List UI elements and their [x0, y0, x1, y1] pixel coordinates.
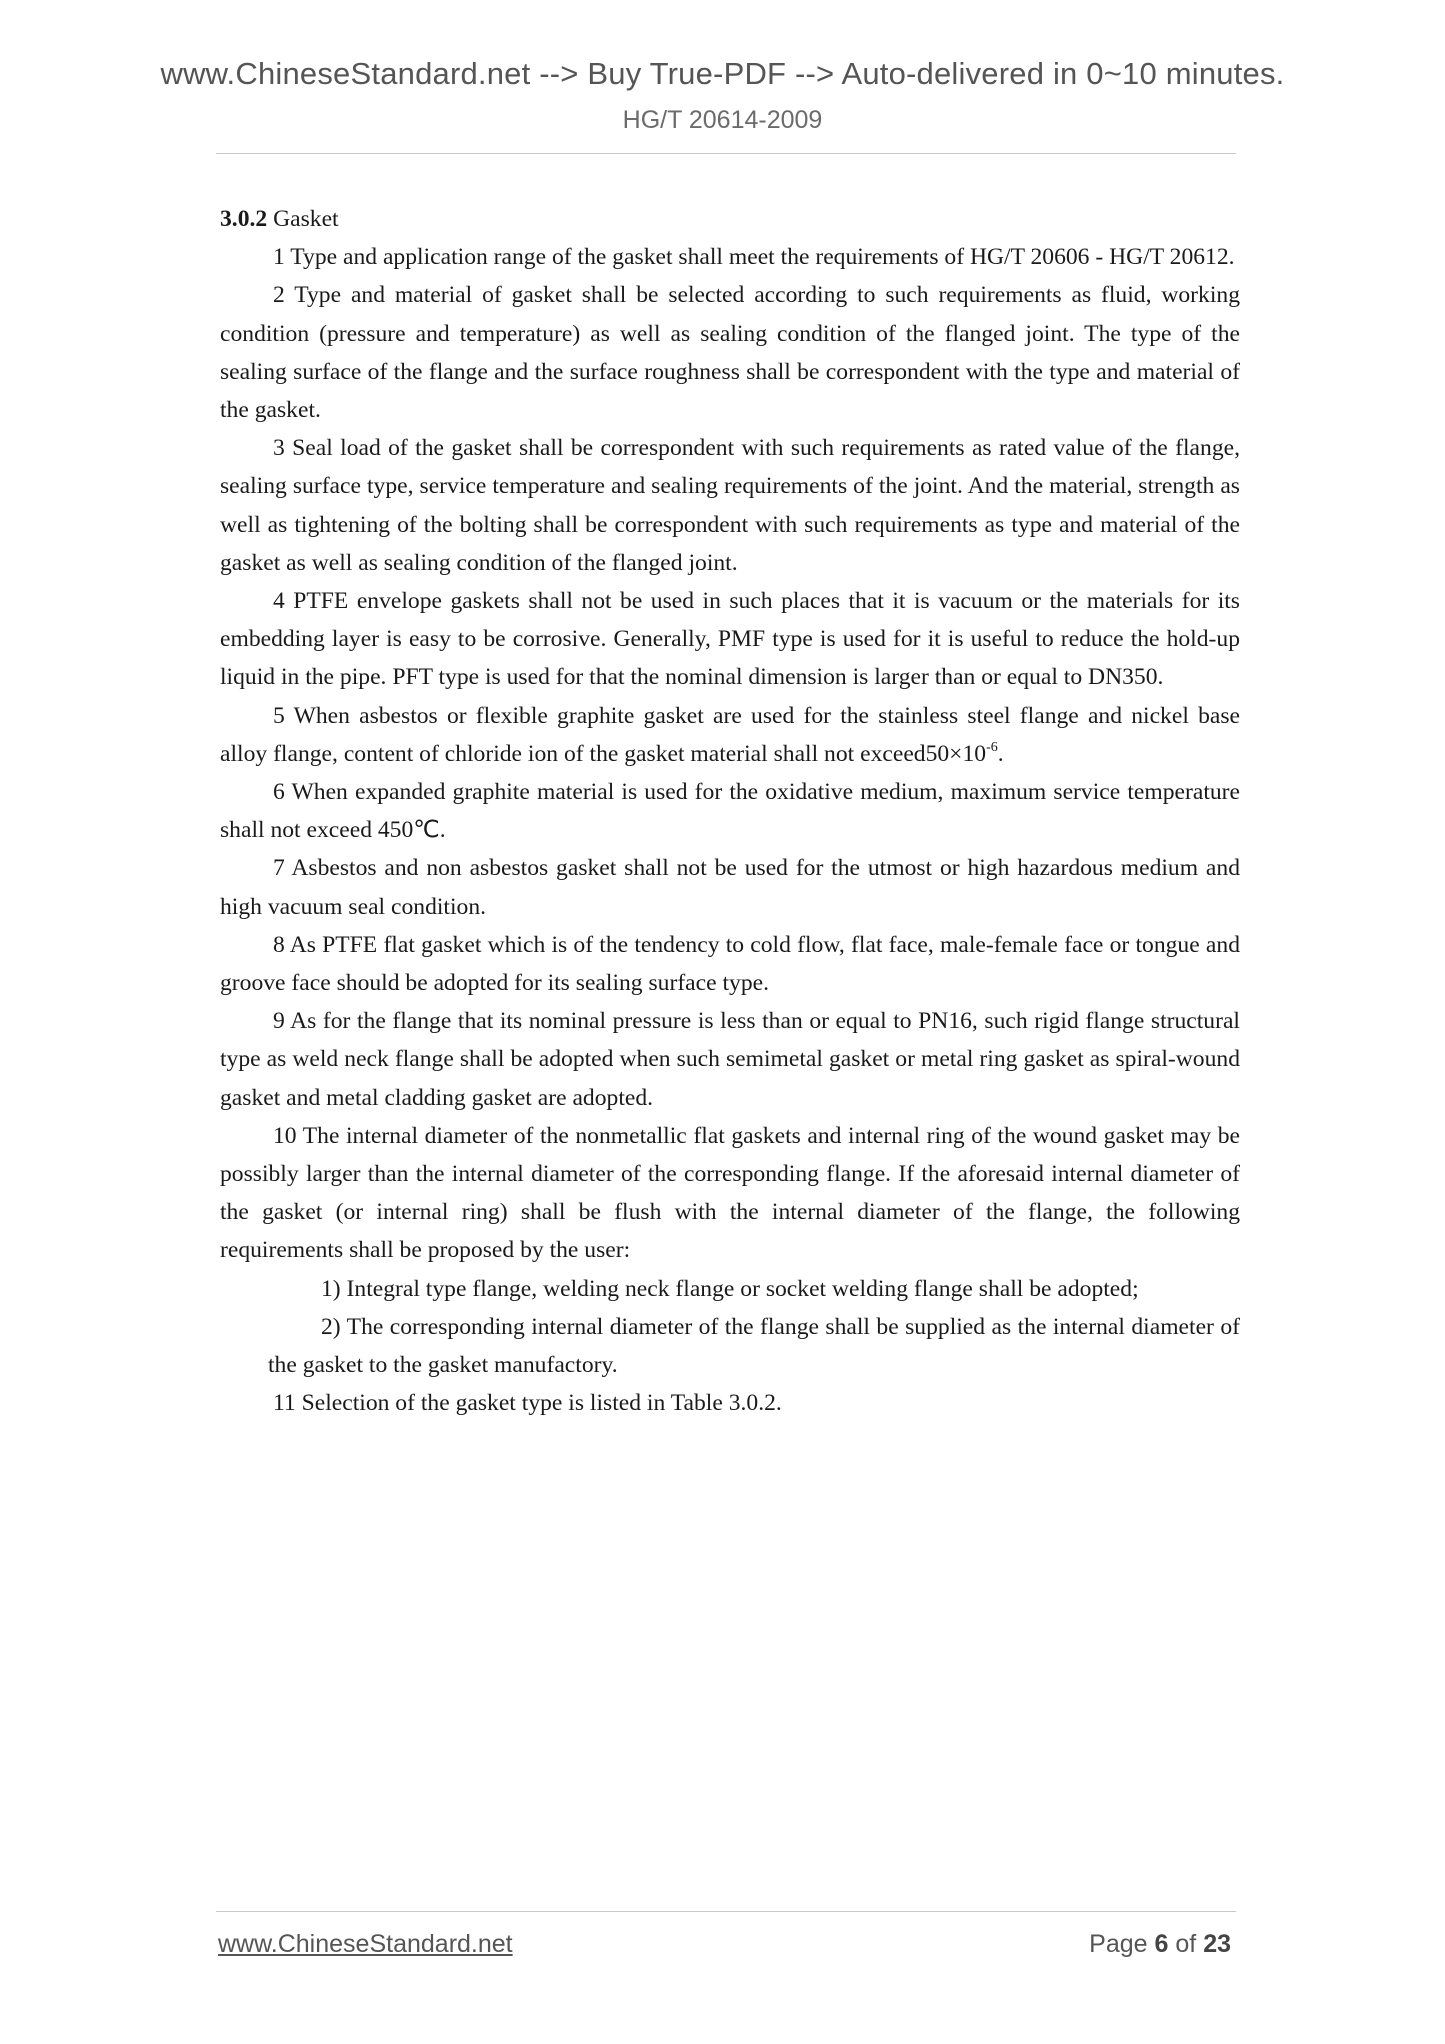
list-item: 3 Seal load of the gasket shall be correspondent with such requirements as rated value of the flange, sealing surface type, service temperature and sealing requirements of the joint. And the material, strength as well as tightening of the bolting shall be correspondent with such requirements as type and material of the gasket as well as sealing condition of the flanged joint. [220, 435, 1240, 576]
list-item: 10 The internal diameter of the nonmetallic flat gaskets and internal ring of the wound gasket may be possibly larger than the internal diameter of the corresponding flange. If the aforesaid internal diameter of the gasket (or internal ring) shall be flush with the internal diameter of the flange, the following requirements shall be proposed by the user: [220, 1122, 1240, 1264]
total-pages: 23 [1203, 1930, 1231, 1958]
list-item: 1 Type and application range of the gasket shall meet the requirements of HG/T 20606 - HG/T 20612. [273, 244, 1235, 271]
section-title: Gasket [273, 206, 339, 232]
list-item: 11 Selection of the gasket type is listed in Table 3.0.2. [273, 1390, 782, 1417]
item-5-end: . [997, 740, 1004, 767]
sub-list-item: 2) The corresponding internal diameter of the flange shall be supplied as the internal diameter of the gasket to the gasket manufactory. [268, 1313, 1240, 1379]
list-item [220, 697, 1240, 773]
footer-divider [216, 1911, 1236, 1912]
list-item: 2 Type and material of gasket shall be selected according to such requirements as fluid, working condition (pressure and temperature) as well as sealing condition of the flanged joint. The type of the sealing surface of the flange and the surface roughness shall be correspondent with the type and material of the gasket. [220, 282, 1240, 424]
list-item: 8 As PTFE flat gasket which is of the tendency to cold flow, flat face, male-female face or tongue and groove face should be adopted for its sealing surface type. [220, 931, 1240, 997]
list-item: 7 Asbestos and non asbestos gasket shall not be used for the utmost or high hazardous medium and high vacuum seal condition. [220, 855, 1240, 920]
header-divider [216, 153, 1236, 154]
section-heading [220, 200, 1240, 238]
exponent: -6 [986, 739, 998, 755]
page-of: of [1175, 1930, 1197, 1958]
item-5-text: 5 When asbestos or flexible graphite gasket are used for the stainless steel flange and nickel base alloy flange, content of chloride ion of the gasket material shall not exceed50×10 [220, 702, 1240, 767]
list-item: 6 When expanded graphite material is used for the oxidative medium, maximum service temperature shall not exceed 450℃. [220, 779, 1240, 844]
current-page: 6 [1154, 1930, 1169, 1958]
section-number: 3.0.2 [220, 206, 268, 232]
document-body [220, 200, 1240, 1423]
sub-list-item: 1) Integral type flange, welding neck flange or socket welding flange shall be adopted; [321, 1275, 1139, 1302]
footer-website-link[interactable]: www.ChineseStandard.net [218, 1930, 513, 1958]
list-item: 9 As for the flange that its nominal pressure is less than or equal to PN16, such rigid flange structural type as weld neck flange shall be adopted when such semimetal gasket or metal ring gasket as spiral-wound gasket and metal cladding gasket are adopted. [220, 1008, 1240, 1111]
page-prefix: Page [1089, 1930, 1148, 1958]
header-banner: www.ChineseStandard.net --> Buy True-PDF --> Auto-delivered in 0~10 minutes. [160, 56, 1285, 91]
standard-number: HG/T 20614-2009 [622, 106, 823, 134]
page-indicator [1089, 1930, 1231, 1959]
list-item: 4 PTFE envelope gaskets shall not be used in such places that it is vacuum or the materials for its embedding layer is easy to be corrosive. Generally, PMF type is used for it is useful to reduce the hold-up liquid in the pipe. PFT type is used for that the nominal dimension is larger than or equal to DN350. [220, 588, 1240, 691]
